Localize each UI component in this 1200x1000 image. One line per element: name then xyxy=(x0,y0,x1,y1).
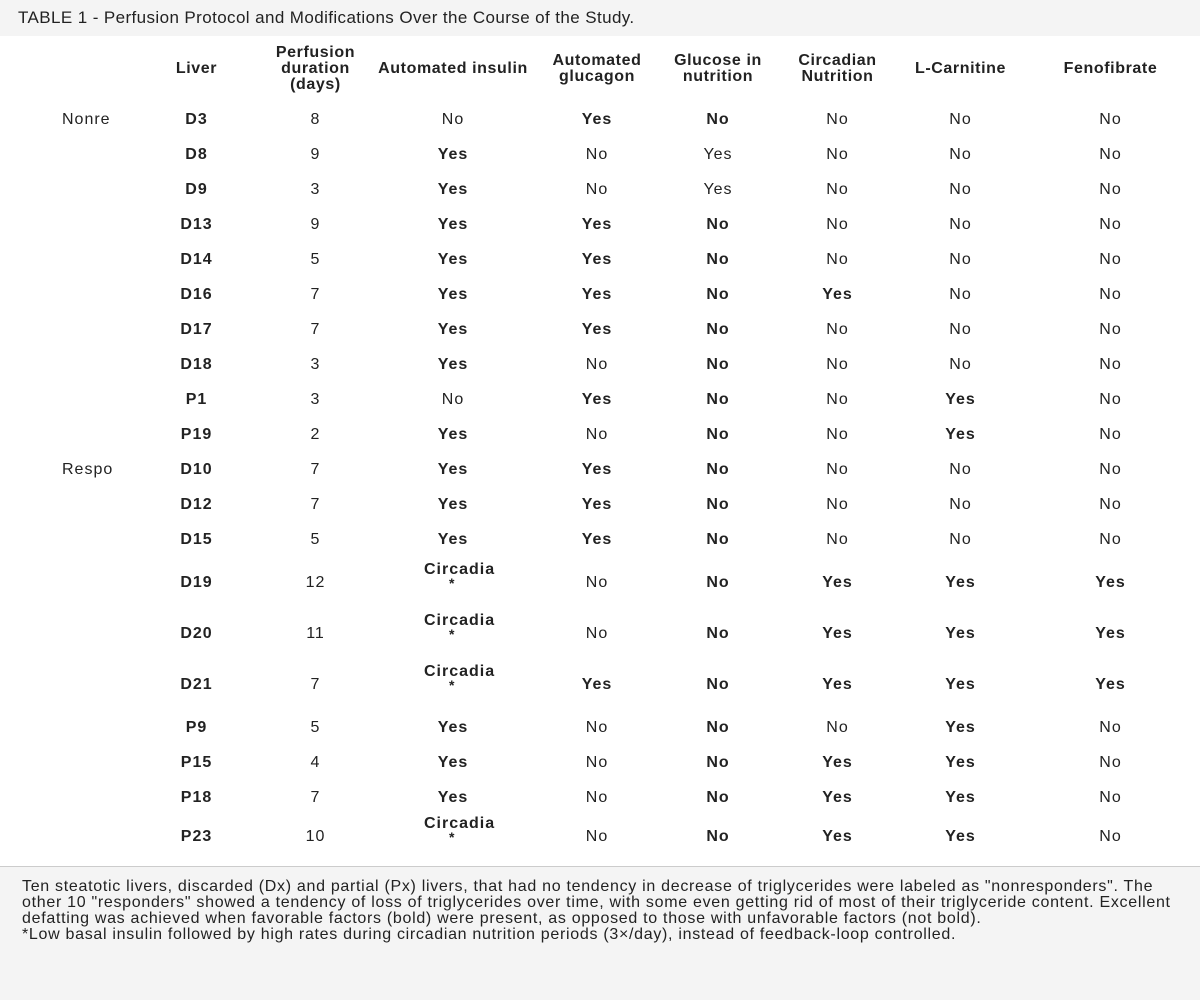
table-row xyxy=(0,522,1200,557)
liver-cell: P9 xyxy=(185,718,208,736)
fenofibrate-cell: No xyxy=(1099,495,1122,513)
carnitine-cell: Yes xyxy=(945,390,976,408)
circadian-cell: Yes xyxy=(822,675,853,693)
insulin-cell: No xyxy=(441,390,465,408)
circadian-cell: Yes xyxy=(822,827,853,845)
carnitine-cell: No xyxy=(949,530,972,548)
liver-cell: P15 xyxy=(180,753,213,771)
fenofibrate-cell: No xyxy=(1099,355,1122,373)
insulin-cell: Yes xyxy=(437,355,469,373)
fenofibrate-cell: Yes xyxy=(1095,624,1126,642)
duration-cell: 7 xyxy=(310,675,321,693)
circadian-cell: No xyxy=(826,460,849,478)
liver-cell: D14 xyxy=(180,250,213,268)
table-body xyxy=(0,102,1200,858)
perfusion-table xyxy=(0,36,1200,858)
table-row xyxy=(0,780,1200,815)
insulin-cell: Yes xyxy=(437,285,469,303)
circadian-cell: No xyxy=(826,180,849,198)
fenofibrate-cell: No xyxy=(1099,110,1122,128)
fenofibrate-cell: No xyxy=(1099,827,1122,845)
duration-cell: 5 xyxy=(310,718,321,736)
group-cell xyxy=(0,382,135,417)
insulin-cell xyxy=(373,557,533,608)
carnitine-cell: Yes xyxy=(945,624,976,642)
group-cell xyxy=(0,172,135,207)
circadian-cell: No xyxy=(826,250,849,268)
group-cell xyxy=(0,557,135,608)
circadian-cell: No xyxy=(826,110,849,128)
group-cell xyxy=(0,487,135,522)
table-row xyxy=(0,137,1200,172)
header-glucagon: Automated glucagon xyxy=(552,52,642,85)
table-row xyxy=(0,347,1200,382)
glucose-cell: No xyxy=(706,530,730,548)
insulin-cell: Yes xyxy=(437,530,469,548)
fenofibrate-cell: Yes xyxy=(1095,675,1126,693)
glucagon-cell: No xyxy=(585,145,609,163)
insulin-cell: Yes xyxy=(437,495,469,513)
table-footnote xyxy=(0,866,1200,1000)
glucagon-cell: No xyxy=(585,753,609,771)
carnitine-cell: Yes xyxy=(945,425,976,443)
table-row xyxy=(0,277,1200,312)
table-row xyxy=(0,659,1200,710)
insulin-cell: Yes xyxy=(437,250,469,268)
circadian-cell: Yes xyxy=(822,753,853,771)
carnitine-cell: No xyxy=(949,180,972,198)
liver-cell: P18 xyxy=(180,788,213,806)
carnitine-cell: No xyxy=(949,285,972,303)
duration-cell: 7 xyxy=(310,460,321,478)
circadian-cell: Yes xyxy=(822,573,853,591)
glucagon-cell: Yes xyxy=(581,390,613,408)
duration-cell: 11 xyxy=(306,624,325,642)
table-row xyxy=(0,745,1200,780)
fenofibrate-cell: No xyxy=(1099,145,1122,163)
liver-cell: D18 xyxy=(180,355,213,373)
insulin-cell: Yes xyxy=(437,180,469,198)
insulin-cell: Yes xyxy=(437,145,469,163)
glucagon-cell: Yes xyxy=(581,530,613,548)
group-cell xyxy=(0,745,135,780)
glucose-cell: No xyxy=(706,788,730,806)
group-cell xyxy=(0,417,135,452)
duration-cell: 3 xyxy=(310,355,321,373)
table-row xyxy=(0,557,1200,608)
fenofibrate-cell: No xyxy=(1099,285,1122,303)
liver-cell: D12 xyxy=(180,495,213,513)
duration-cell: 12 xyxy=(305,573,326,591)
glucagon-cell: Yes xyxy=(581,675,613,693)
glucose-cell: No xyxy=(706,460,730,478)
carnitine-cell: Yes xyxy=(945,718,976,736)
group-cell xyxy=(0,137,135,172)
fenofibrate-cell: No xyxy=(1099,250,1122,268)
fenofibrate-cell: No xyxy=(1099,753,1122,771)
liver-cell: D21 xyxy=(180,675,213,693)
group-cell xyxy=(0,277,135,312)
circadian-cell: No xyxy=(826,320,849,338)
glucagon-cell: No xyxy=(585,827,609,845)
carnitine-cell: Yes xyxy=(945,573,976,591)
duration-cell: 9 xyxy=(310,215,321,233)
carnitine-cell: No xyxy=(949,495,972,513)
carnitine-cell: Yes xyxy=(945,827,976,845)
glucose-cell: No xyxy=(706,320,730,338)
glucagon-cell: No xyxy=(585,788,609,806)
liver-cell: D15 xyxy=(180,530,213,548)
group-cell xyxy=(0,710,135,745)
insulin-cell: Yes xyxy=(437,753,469,771)
glucose-cell: No xyxy=(706,495,730,513)
header-glucose: Glucose in nutrition xyxy=(674,52,762,85)
glucose-cell: No xyxy=(706,215,730,233)
circadian-insulin-label: Circadia * xyxy=(424,561,496,589)
table-row xyxy=(0,312,1200,347)
insulin-cell: No xyxy=(441,110,465,128)
table-row xyxy=(0,452,1200,487)
header-row xyxy=(0,36,1200,102)
group-cell xyxy=(0,522,135,557)
header-fenofibrate: Fenofibrate xyxy=(1063,60,1158,77)
circadian-cell: No xyxy=(826,390,849,408)
glucagon-cell: No xyxy=(585,624,609,642)
liver-cell: P19 xyxy=(180,425,213,443)
glucagon-cell: Yes xyxy=(581,110,613,128)
table-caption: TABLE 1 - Perfusion Protocol and Modifications Over the Course of the Study. xyxy=(0,0,1200,36)
insulin-cell: Yes xyxy=(437,320,469,338)
glucose-cell: No xyxy=(706,425,730,443)
duration-cell: 5 xyxy=(310,250,321,268)
table-row xyxy=(0,242,1200,277)
liver-cell: D3 xyxy=(185,110,208,128)
table-row xyxy=(0,207,1200,242)
group-cell xyxy=(0,659,135,710)
duration-cell: 2 xyxy=(310,425,321,443)
table-row xyxy=(0,417,1200,452)
circadian-cell: No xyxy=(826,145,849,163)
group-cell xyxy=(0,608,135,659)
carnitine-cell: No xyxy=(949,110,972,128)
group-cell xyxy=(0,780,135,815)
circadian-insulin-label: Circadia * xyxy=(424,815,496,843)
table-row xyxy=(0,382,1200,417)
insulin-cell: Yes xyxy=(437,425,469,443)
circadian-insulin-label: Circadia * xyxy=(424,612,496,640)
circadian-cell: Yes xyxy=(822,285,853,303)
glucagon-cell: Yes xyxy=(581,460,613,478)
fenofibrate-cell: No xyxy=(1099,180,1122,198)
fenofibrate-cell: No xyxy=(1099,320,1122,338)
carnitine-cell: Yes xyxy=(945,675,976,693)
glucose-cell: Yes xyxy=(703,145,733,163)
glucose-cell: No xyxy=(706,675,730,693)
liver-cell: D19 xyxy=(180,573,213,591)
carnitine-cell: No xyxy=(949,320,972,338)
circadian-cell: No xyxy=(826,215,849,233)
group-cell xyxy=(0,207,135,242)
carnitine-cell: Yes xyxy=(945,788,976,806)
duration-cell: 4 xyxy=(310,753,321,771)
circadian-cell: Yes xyxy=(822,788,853,806)
fenofibrate-cell: No xyxy=(1099,390,1122,408)
glucagon-cell: No xyxy=(585,180,609,198)
glucagon-cell: No xyxy=(585,355,609,373)
duration-cell: 7 xyxy=(310,320,321,338)
insulin-cell: Yes xyxy=(437,718,469,736)
footnote-main: Ten steatotic livers, discarded (Dx) and partial (Px) livers, that had no tendency in decrease of triglycerides were labeled as "nonresponders". The other 10 "responders" showed a tendency of loss of triglycerides over time, with some even getting rid of most of their triglyceride content. Excellent defatting was achieved when favorable factors (bold) were present, as opposed to those with unfavorable factors (not bold). xyxy=(22,878,1171,927)
liver-cell: D20 xyxy=(180,624,213,642)
glucose-cell: No xyxy=(706,753,730,771)
fenofibrate-cell: No xyxy=(1099,788,1122,806)
circadian-cell: No xyxy=(826,425,849,443)
liver-cell: P1 xyxy=(185,390,208,408)
header-duration: Perfusion duration (days) xyxy=(275,44,356,93)
insulin-cell xyxy=(373,608,533,659)
liver-cell: D8 xyxy=(185,145,208,163)
glucose-cell: No xyxy=(706,718,730,736)
glucose-cell: No xyxy=(706,390,730,408)
liver-cell: D10 xyxy=(180,460,213,478)
duration-cell: 10 xyxy=(305,827,326,845)
group-cell: Respo xyxy=(62,460,114,478)
glucagon-cell: Yes xyxy=(581,250,613,268)
glucose-cell: No xyxy=(706,285,730,303)
carnitine-cell: No xyxy=(949,460,972,478)
circadian-cell: No xyxy=(826,355,849,373)
liver-cell: D9 xyxy=(185,180,208,198)
perfusion-table-container xyxy=(0,36,1200,864)
glucose-cell: No xyxy=(706,827,730,845)
duration-cell: 7 xyxy=(310,285,321,303)
glucose-cell: No xyxy=(706,573,730,591)
glucose-cell: No xyxy=(706,110,730,128)
duration-cell: 7 xyxy=(310,788,321,806)
insulin-cell: Yes xyxy=(437,215,469,233)
circadian-cell: No xyxy=(826,530,849,548)
table-row xyxy=(0,102,1200,137)
insulin-cell: Yes xyxy=(437,460,469,478)
glucagon-cell: Yes xyxy=(581,285,613,303)
fenofibrate-cell: No xyxy=(1099,215,1122,233)
glucagon-cell: Yes xyxy=(581,320,613,338)
duration-cell: 7 xyxy=(310,495,321,513)
header-group xyxy=(0,36,135,102)
header-liver: Liver xyxy=(175,60,218,77)
circadian-cell: Yes xyxy=(822,624,853,642)
table-row xyxy=(0,710,1200,745)
carnitine-cell: No xyxy=(949,215,972,233)
glucagon-cell: No xyxy=(585,718,609,736)
duration-cell: 9 xyxy=(310,145,321,163)
carnitine-cell: No xyxy=(949,250,972,268)
group-cell xyxy=(0,815,135,858)
group-cell xyxy=(0,242,135,277)
duration-cell: 8 xyxy=(310,110,321,128)
group-cell: Nonre xyxy=(62,110,111,128)
liver-cell: P23 xyxy=(180,827,213,845)
table-row xyxy=(0,815,1200,858)
group-cell xyxy=(0,347,135,382)
glucose-cell: Yes xyxy=(703,180,733,198)
table-row xyxy=(0,172,1200,207)
duration-cell: 3 xyxy=(310,180,321,198)
glucose-cell: No xyxy=(706,624,730,642)
liver-cell: D16 xyxy=(180,285,213,303)
carnitine-cell: No xyxy=(949,355,972,373)
glucagon-cell: No xyxy=(585,573,609,591)
fenofibrate-cell: No xyxy=(1099,718,1122,736)
table-row xyxy=(0,608,1200,659)
insulin-cell xyxy=(373,815,533,858)
header-carnitine: L-Carnitine xyxy=(914,60,1007,77)
glucagon-cell: Yes xyxy=(581,215,613,233)
circadian-insulin-label: Circadia * xyxy=(424,663,496,691)
glucagon-cell: No xyxy=(585,425,609,443)
insulin-cell: Yes xyxy=(437,788,469,806)
fenofibrate-cell: No xyxy=(1099,425,1122,443)
carnitine-cell: Yes xyxy=(945,753,976,771)
fenofibrate-cell: No xyxy=(1099,530,1122,548)
footnote-asterisk: *Low basal insulin followed by high rates during circadian nutrition periods (3×/day), instead of feedback-loop controlled. xyxy=(22,926,957,943)
fenofibrate-cell: Yes xyxy=(1095,573,1126,591)
header-circadian: Circadian Nutrition xyxy=(798,52,877,85)
duration-cell: 3 xyxy=(310,390,321,408)
group-cell xyxy=(0,312,135,347)
liver-cell: D13 xyxy=(180,215,213,233)
carnitine-cell: No xyxy=(949,145,972,163)
glucose-cell: No xyxy=(706,355,730,373)
header-insulin: Automated insulin xyxy=(378,60,528,77)
insulin-cell xyxy=(373,659,533,710)
fenofibrate-cell: No xyxy=(1099,460,1122,478)
duration-cell: 5 xyxy=(310,530,321,548)
circadian-cell: No xyxy=(826,495,849,513)
glucagon-cell: Yes xyxy=(581,495,613,513)
liver-cell: D17 xyxy=(180,320,213,338)
glucose-cell: No xyxy=(706,250,730,268)
circadian-cell: No xyxy=(826,718,849,736)
table-row xyxy=(0,487,1200,522)
